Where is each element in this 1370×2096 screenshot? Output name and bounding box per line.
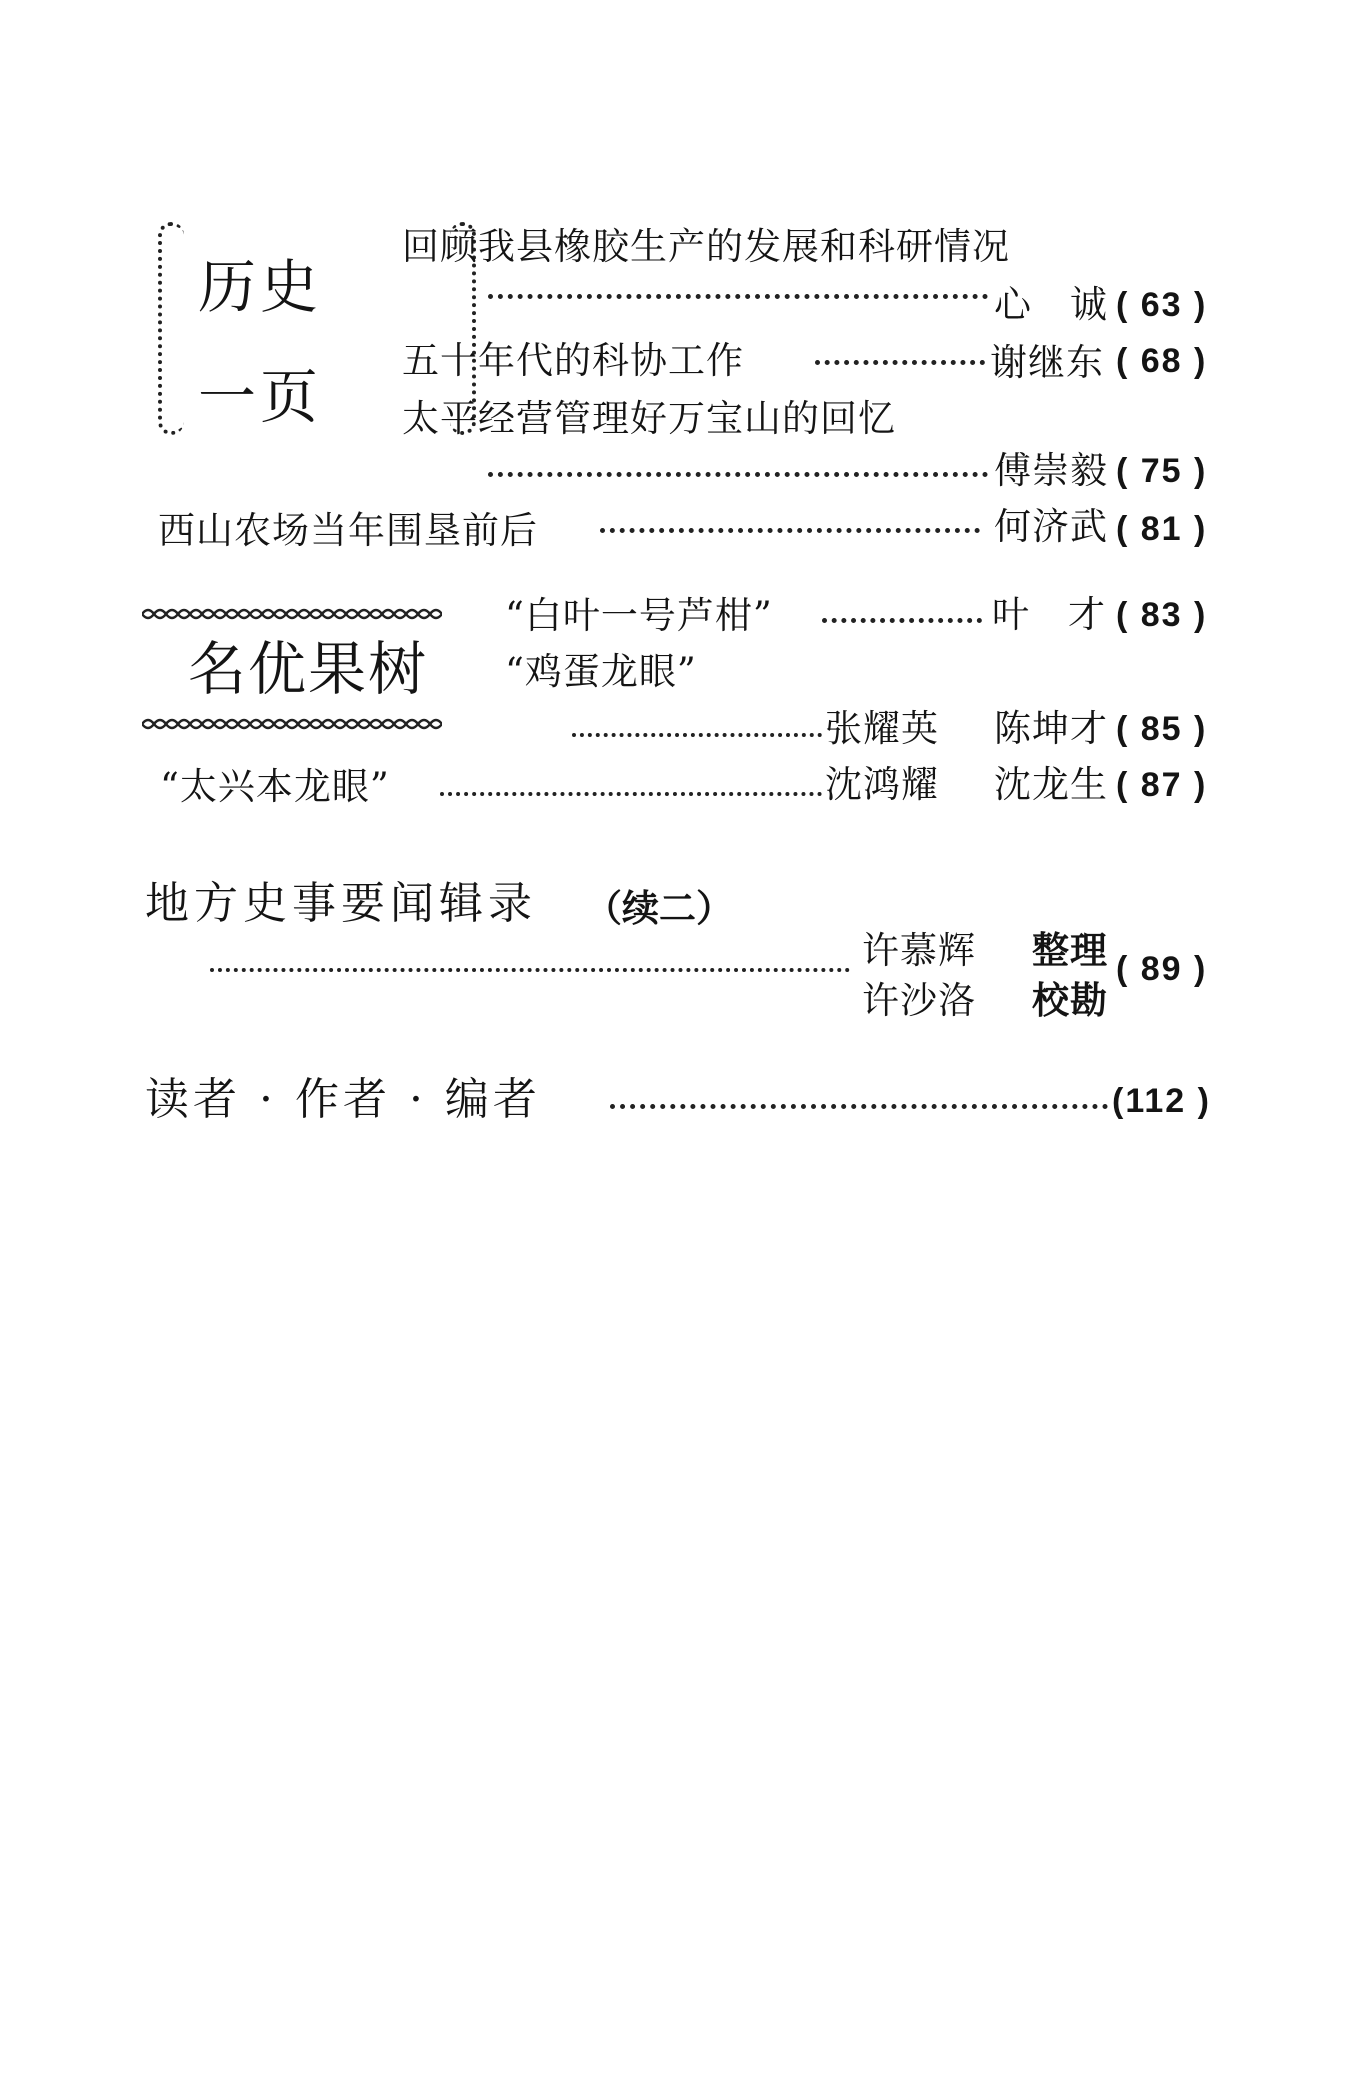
- history-section-label-top: 历史: [198, 253, 323, 321]
- toc-entry-author: 沈龙生: [994, 763, 1108, 806]
- toc-entry-author: 何济武: [994, 505, 1108, 548]
- toc-entry-page[interactable]: ( 68 ): [1116, 342, 1208, 380]
- toc-entry-page[interactable]: (112 ): [1112, 1082, 1211, 1120]
- toc-entry-title[interactable]: 西山农场当年围垦前后: [158, 509, 538, 552]
- toc-entry-title[interactable]: 地方史事要闻辑录: [145, 878, 537, 929]
- fruit-section-label: 名优果树: [188, 635, 429, 703]
- toc-entry-editor: 许慕辉: [862, 929, 976, 972]
- toc-entry-page[interactable]: ( 63 ): [1116, 286, 1208, 324]
- toc-entry-author: 叶 才: [992, 593, 1106, 636]
- toc-entry-editor-role: 整理: [1032, 928, 1108, 972]
- toc-entry-page[interactable]: ( 83 ): [1116, 596, 1208, 634]
- toc-entry-page[interactable]: ( 87 ): [1116, 766, 1208, 804]
- toc-entry-title[interactable]: 读者 · 作者 · 编者: [145, 1074, 541, 1125]
- toc-entry-author: 谢继东: [990, 341, 1104, 384]
- toc-entry-title[interactable]: 五十年代的科协工作: [402, 339, 744, 382]
- history-section-label-bottom: 一页: [198, 363, 323, 431]
- toc-entry-author: 傅崇毅: [994, 449, 1108, 492]
- decorative-border-top: [142, 606, 442, 622]
- toc-entry-title[interactable]: “太兴本龙眼”: [160, 765, 390, 808]
- toc-entry-author: 陈坤才: [994, 707, 1108, 750]
- toc-entry-author: 沈鸿耀: [825, 763, 939, 806]
- toc-entry-title[interactable]: 回顾我县橡胶生产的发展和科研情况: [402, 225, 1010, 268]
- leader-dots: [610, 1104, 1108, 1109]
- toc-entry-author: 心 诚: [994, 283, 1108, 326]
- leader-dots: [440, 792, 822, 796]
- leader-dots: [822, 618, 982, 623]
- leader-dots: [600, 528, 980, 533]
- leader-dots: [572, 733, 822, 737]
- decorative-border-bottom: [142, 716, 442, 732]
- toc-entry-page[interactable]: ( 85 ): [1116, 710, 1208, 748]
- toc-entry-title[interactable]: “鸡蛋龙眼”: [505, 650, 697, 693]
- left-bracket-ornament: [158, 222, 184, 435]
- toc-entry-editor-role: 校勘: [1032, 978, 1108, 1022]
- toc-entry-page[interactable]: ( 75 ): [1116, 452, 1208, 490]
- toc-entry-page[interactable]: ( 89 ): [1116, 950, 1208, 988]
- toc-entry-title[interactable]: 太平经营管理好万宝山的回忆: [402, 397, 896, 440]
- toc-entry-title-suffix: （续二）: [585, 886, 733, 930]
- toc-entry-page[interactable]: ( 81 ): [1116, 510, 1208, 548]
- leader-dots: [488, 294, 988, 299]
- toc-entry-author: 张耀英: [825, 707, 939, 750]
- leader-dots: [815, 360, 985, 365]
- leader-dots: [210, 968, 850, 972]
- toc-entry-title[interactable]: “白叶一号芦柑”: [505, 594, 773, 637]
- leader-dots: [488, 472, 988, 477]
- toc-entry-editor: 许沙洛: [862, 979, 976, 1022]
